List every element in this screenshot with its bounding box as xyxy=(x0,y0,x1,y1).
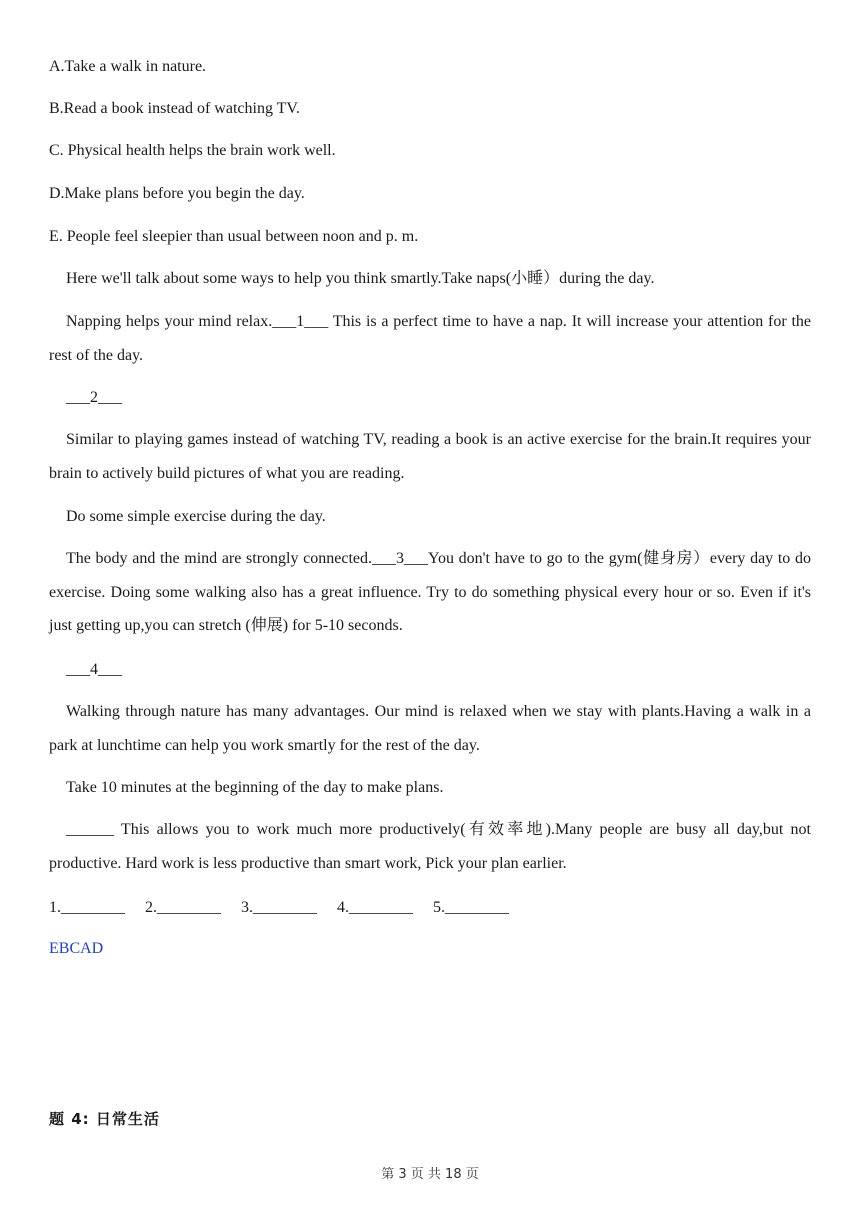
passage-paragraph-8: Walking through nature has many advantages. Our mind is relaxed when we stay with plants.Having a walk in a park at lunchtime can help you work smartly for the rest of the day. xyxy=(49,703,811,754)
passage-blank-4: ___4___ xyxy=(66,661,122,678)
passage-paragraph-4: Similar to playing games instead of watching TV, reading a book is an active exercise for the brain.It requires your brain to actively build pictures of what you are reading. xyxy=(49,431,811,482)
answer-key: EBCAD xyxy=(49,940,104,957)
blank-1: 1.________ xyxy=(49,899,125,916)
option-b: B.Read a book instead of watching TV. xyxy=(49,100,300,117)
option-e: E. People feel sleepier than usual between noon and p. m. xyxy=(49,228,419,245)
passage-paragraph-1: Here we'll talk about some ways to help you think smartly.Take naps(小睡）during the day. xyxy=(66,270,655,287)
section-heading: 题 4: 日常生活 xyxy=(49,1110,160,1128)
passage-paragraph-6: The body and the mind are strongly connected.___3___You don't have to go to the gym(健身房）every day to do exercise. Doing some walking also has a great influence. Try to do something physical every hour or so. Even if it's just getting up,you can stretch (伸展) for 5-10 seconds. xyxy=(49,550,811,634)
blank-2: 2.________ xyxy=(145,899,221,916)
answer-blanks xyxy=(49,898,525,918)
page-footer: 第 3 页 共 18 页 xyxy=(381,1167,479,1182)
passage-paragraph-10: ______ This allows you to work much more productively(有效率地).Many people are busy all day,but not productive. Hard work is less productive than smart work, Pick your plan earlier. xyxy=(49,821,811,872)
blank-5: 5.________ xyxy=(433,899,509,916)
option-c: C. Physical health helps the brain work well. xyxy=(49,142,336,159)
option-d: D.Make plans before you begin the day. xyxy=(49,185,305,202)
passage-paragraph-9: Take 10 minutes at the beginning of the day to make plans. xyxy=(66,779,444,796)
option-a: A.Take a walk in nature. xyxy=(49,58,207,75)
passage-paragraph-5: Do some simple exercise during the day. xyxy=(66,508,326,525)
blank-3: 3.________ xyxy=(241,899,317,916)
passage-blank-2: ___2___ xyxy=(66,389,122,406)
blank-4: 4.________ xyxy=(337,899,413,916)
passage-paragraph-2: Napping helps your mind relax.___1___ This is a perfect time to have a nap. It will increase your attention for the rest of the day. xyxy=(49,313,811,364)
